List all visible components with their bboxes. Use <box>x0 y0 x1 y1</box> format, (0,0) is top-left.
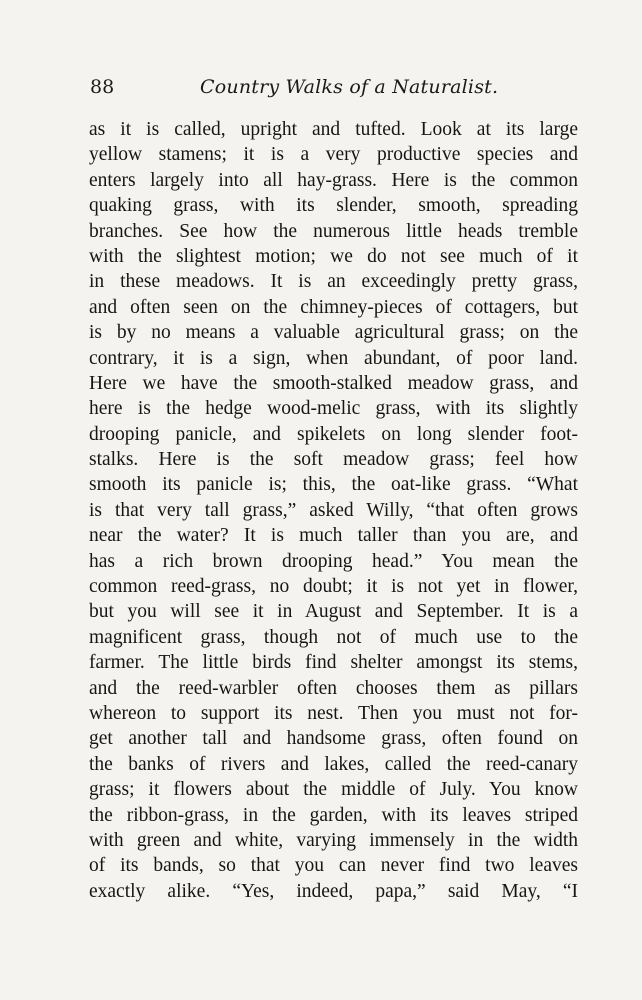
text-line: farmer. The little birds find shelter amongst its stems, <box>89 652 578 674</box>
text-line: branches. See how the numerous little heads tremble <box>89 220 578 242</box>
running-title: Country Walks of a Naturalist. <box>200 76 499 98</box>
text-line: but you will see it in August and September. It is a <box>89 601 578 623</box>
text-line: with the slightest motion; we do not see much of it <box>89 245 578 267</box>
text-line: contrary, it is a sign, when abundant, of poor land. <box>89 347 578 369</box>
text-line: is by no means a valuable agricultural grass; on the <box>89 322 578 344</box>
text-line: of its bands, so that you can never find two leaves <box>89 855 578 877</box>
text-line: and the reed-warbler often chooses them as pillars <box>89 677 578 699</box>
text-line: in these meadows. It is an exceedingly pretty grass, <box>89 271 578 293</box>
text-line: here is the hedge wood-melic grass, with its slightly <box>89 398 578 420</box>
text-line: magnificent grass, though not of much use to the <box>89 626 578 648</box>
page-number: 88 <box>90 76 115 98</box>
text-line: drooping panicle, and spikelets on long slender foot- <box>89 423 578 445</box>
text-line: stalks. Here is the soft meadow grass; feel how <box>89 449 578 471</box>
text-line: near the water? It is much taller than you are, and <box>89 525 578 547</box>
text-line: grass; it flowers about the middle of July. You know <box>89 779 578 801</box>
text-line: has a rich brown drooping head.” You mean the <box>89 550 578 572</box>
text-line: the banks of rivers and lakes, called the reed-canary <box>89 753 578 775</box>
text-line: get another tall and handsome grass, often found on <box>89 728 578 750</box>
text-line: whereon to support its nest. Then you must not for- <box>89 702 578 724</box>
text-line: Here we have the smooth-stalked meadow grass, and <box>89 372 578 394</box>
text-line: with green and white, varying immensely in the width <box>89 829 578 851</box>
text-line: exactly alike. “Yes, indeed, papa,” said May, “I <box>89 880 578 902</box>
text-line: enters largely into all hay-grass. Here is the common <box>89 169 578 191</box>
text-line: common reed-grass, no doubt; it is not yet in flower, <box>89 576 578 598</box>
text-line: is that very tall grass,” asked Willy, “that often grows <box>89 499 578 521</box>
text-line: smooth its panicle is; this, the oat-like grass. “What <box>89 474 578 496</box>
text-line: as it is called, upright and tufted. Look at its large <box>89 119 578 140</box>
text-line: the ribbon-grass, in the garden, with its leaves striped <box>89 804 578 826</box>
body-text <box>89 117 578 904</box>
text-line: yellow stamens; it is a very productive species and <box>89 144 578 166</box>
text-line: and often seen on the chimney-pieces of cottagers, but <box>89 296 578 318</box>
text-line: quaking grass, with its slender, smooth, spreading <box>89 195 578 217</box>
page-header <box>90 76 558 106</box>
